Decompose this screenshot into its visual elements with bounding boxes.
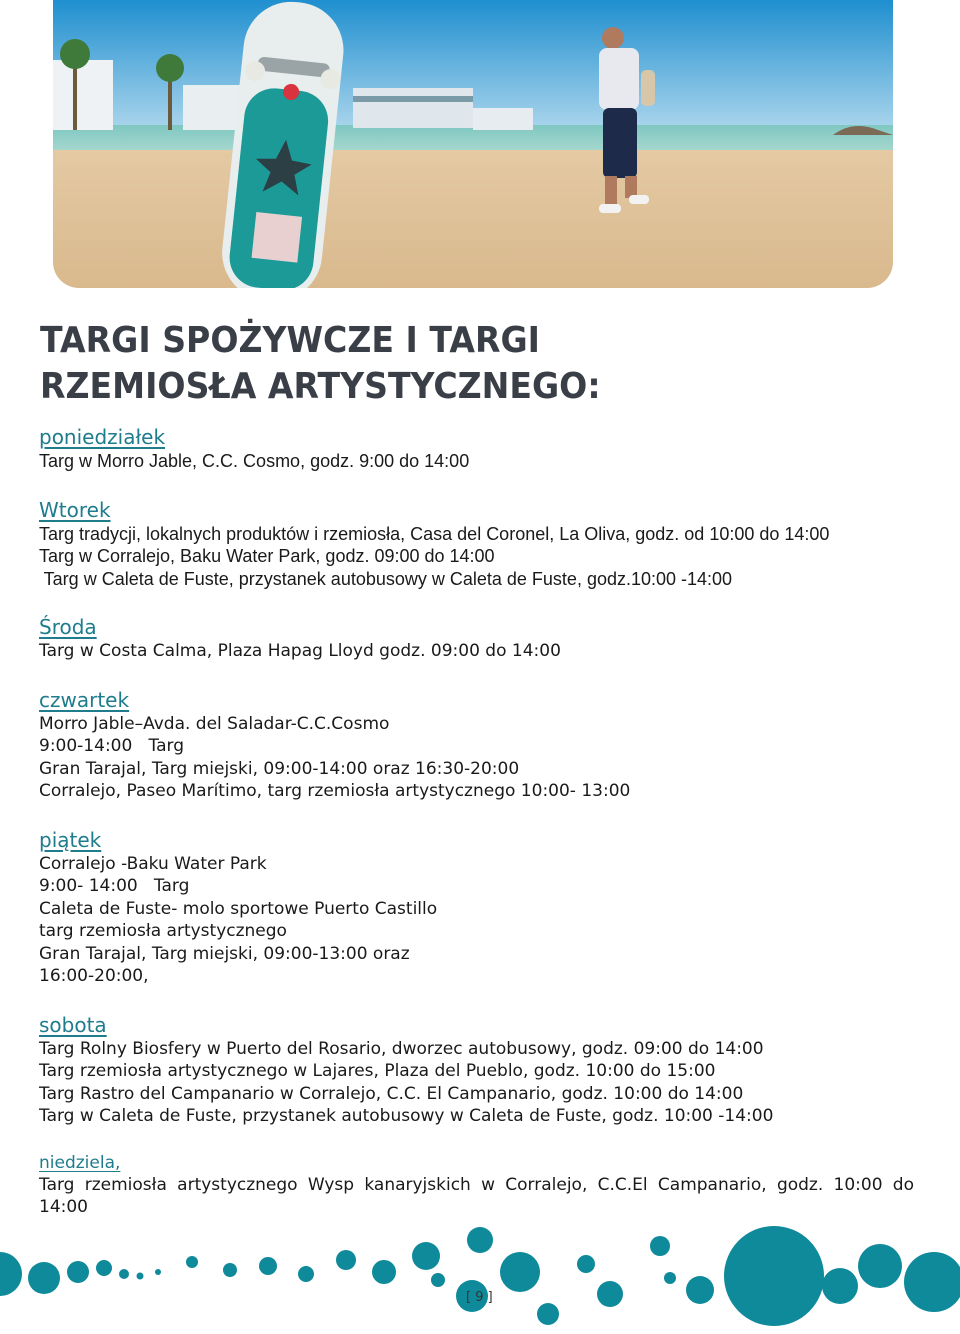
market-schedule [39,424,914,1219]
schedule-line: Targ Rolny Biosfery w Puerto del Rosario, dworzec autobusowy, godz. 09:00 do 14:00 [39,1038,764,1059]
photo-illustration [53,0,893,288]
schedule-line: Targ Rastro del Campanario w Corralejo, C.C. El Campanario, godz. 10:00 do 14:00 [39,1083,744,1104]
schedule-line: Targ w Costa Calma, Plaza Hapag Lloyd godz. 09:00 do 14:00 [39,641,561,661]
day-heading-sunday: niedziela, [39,1152,121,1173]
schedule-line: targ rzemiosła artystycznego [39,921,287,941]
schedule-line: Caleta de Fuste- molo sportowe Puerto Castillo [39,898,438,919]
schedule-line: Targ w Caleta de Fuste, przystanek autobusowy w Caleta de Fuste, godz.10:00 -14:00 [39,568,733,589]
page-number: [ 9 ] [466,1290,493,1305]
page-title [40,318,601,410]
schedule-line: Targ tradycji, lokalnych produktów i rzemiosła, Casa del Coronel, La Oliva, godz. od 10:00 do 14:00 [39,523,830,544]
day-heading-wednesday: Środa [39,615,97,639]
day-heading-monday: poniedziałek [39,425,166,449]
day-heading-thursday: czwartek [39,687,130,712]
title-line-2: RZEMIOSŁA ARTYSTYCZNEGO: [40,366,601,407]
schedule-line: Targ w Caleta de Fuste, przystanek autobusowy w Caleta de Fuste, godz. 10:00 -14:00 [39,1106,774,1126]
day-heading-tuesday: Wtorek [39,497,111,522]
schedule-line: 16:00-20:00, [39,966,149,986]
schedule-line: 9:00- 14:00 Targ [39,876,190,896]
schedule-line: Targ rzemiosła artystycznego Wysp kanaryjskich w Corralejo, C.C.El Campanario, godz. 10:00 do 14:00 [39,1174,914,1217]
decorative-circles [0,1212,960,1334]
beach-skateboard-photo [53,0,893,288]
day-heading-friday: piątek [39,827,102,852]
day-heading-saturday: sobota [39,1012,107,1037]
schedule-line: Targ w Morro Jable, C.C. Cosmo, godz. 9:00 do 14:00 [39,451,470,471]
schedule-line: Corralejo -Baku Water Park [39,853,267,874]
schedule-line: Targ rzemiosła artystycznego w Lajares, Plaza del Pueblo, godz. 10:00 do 15:00 [39,1061,716,1081]
schedule-line: Corralejo, Paseo Marítimo, targ rzemiosła artystycznego 10:00- 13:00 [39,781,631,801]
schedule-line: Gran Tarajal, Targ miejski, 09:00-14:00 oraz 16:30-20:00 [39,758,520,779]
schedule-line: Morro Jable–Avda. del Saladar-C.C.Cosmo [39,713,390,734]
title-line-1: TARGI SPOŻYWCZE I TARGI [40,320,541,361]
schedule-line: Targ w Corralejo, Baku Water Park, godz. 09:00 do 14:00 [39,546,495,566]
schedule-line: 9:00-14:00 Targ [39,736,184,756]
schedule-line: Gran Tarajal, Targ miejski, 09:00-13:00 oraz [39,943,410,964]
